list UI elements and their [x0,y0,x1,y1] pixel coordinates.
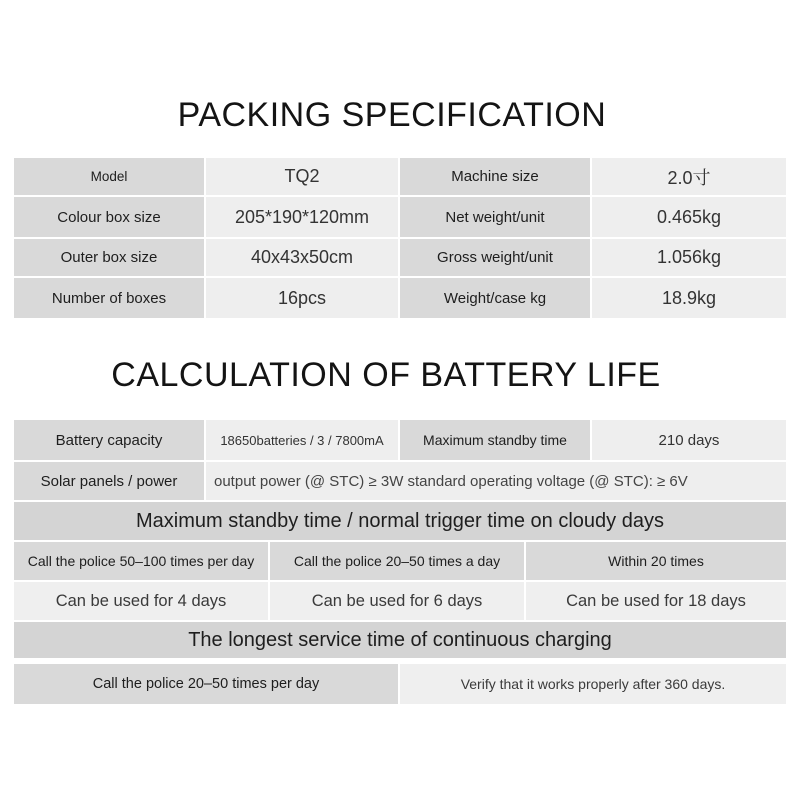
usage-header-20-50: Call the police 20–50 times a day [270,542,524,580]
packing-key-model: Model [14,158,204,195]
charging-value: Verify that it works properly after 360 days. [400,664,786,704]
packing-value-outer-box: 40x43x50cm [206,239,398,276]
max-standby-value: 210 days [592,420,786,460]
charging-label: Call the police 20–50 times per day [14,664,398,704]
usage-header-50-100: Call the police 50–100 times per day [14,542,268,580]
usage-value-6-days: Can be used for 6 days [270,582,524,620]
charging-band-heading: The longest service time of continuous charging [14,622,786,658]
packing-value-gross-weight: 1.056kg [592,239,786,276]
usage-header-within-20: Within 20 times [526,542,786,580]
packing-key-outer-box: Outer box size [14,239,204,276]
packing-key-colour-box: Colour box size [14,197,204,237]
packing-value-machine-size: 2.0寸 [592,158,786,195]
packing-value-weight-case: 18.9kg [592,278,786,318]
packing-key-net-weight: Net weight/unit [400,197,590,237]
solar-value: output power (@ STC) ≥ 3W standard operating voltage (@ STC): ≥ 6V [206,462,786,500]
packing-key-weight-case: Weight/case kg [400,278,590,318]
packing-title: PACKING SPECIFICATION [177,96,607,134]
battery-title: CALCULATION OF BATTERY LIFE [111,356,661,394]
packing-key-gross-weight: Gross weight/unit [400,239,590,276]
packing-value-number-of-boxes: 16pcs [206,278,398,318]
packing-value-net-weight: 0.465kg [592,197,786,237]
packing-key-number-of-boxes: Number of boxes [14,278,204,318]
usage-value-4-days: Can be used for 4 days [14,582,268,620]
packing-key-machine-size: Machine size [400,158,590,195]
battery-capacity-value: 18650batteries / 3 / 7800mA [206,420,398,460]
solar-label: Solar panels / power [14,462,204,500]
usage-value-18-days: Can be used for 18 days [526,582,786,620]
packing-value-colour-box: 205*190*120mm [206,197,398,237]
packing-value-model: TQ2 [206,158,398,195]
battery-capacity-label: Battery capacity [14,420,204,460]
standby-band-heading: Maximum standby time / normal trigger time on cloudy days [14,502,786,540]
max-standby-label: Maximum standby time [400,420,590,460]
